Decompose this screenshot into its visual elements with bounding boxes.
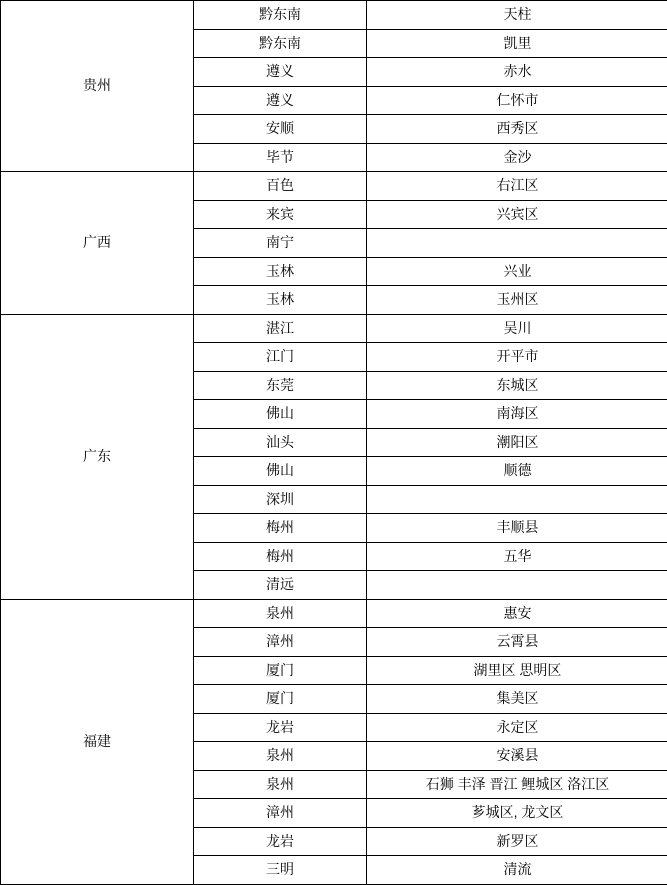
- city-cell: 遵义: [194, 58, 367, 87]
- district-cell: 丰顺县: [367, 514, 667, 543]
- city-cell: 三明: [194, 856, 367, 885]
- city-cell: 东莞: [194, 371, 367, 400]
- district-cell: 仁怀市: [367, 86, 667, 115]
- district-cell: 天柱: [367, 1, 667, 30]
- city-cell: 佛山: [194, 457, 367, 486]
- district-cell: [367, 571, 667, 600]
- district-cell: 兴宾区: [367, 200, 667, 229]
- city-cell: 漳州: [194, 628, 367, 657]
- district-cell: [367, 485, 667, 514]
- city-cell: 玉林: [194, 257, 367, 286]
- district-cell: 永定区: [367, 713, 667, 742]
- district-cell: 湖里区 思明区: [367, 656, 667, 685]
- table-row: [1, 1, 667, 30]
- city-cell: 泉州: [194, 599, 367, 628]
- city-cell: 毕节: [194, 143, 367, 172]
- district-cell: 凯里: [367, 29, 667, 58]
- city-cell: 汕头: [194, 428, 367, 457]
- city-cell: 江门: [194, 343, 367, 372]
- district-cell: 安溪县: [367, 742, 667, 771]
- table-row: [1, 599, 667, 628]
- district-cell: 兴业: [367, 257, 667, 286]
- district-cell: 南海区: [367, 400, 667, 429]
- province-cell: 福建: [1, 599, 194, 884]
- district-cell: 惠安: [367, 599, 667, 628]
- table-row: [1, 314, 667, 343]
- district-cell: 潮阳区: [367, 428, 667, 457]
- city-cell: 南宁: [194, 229, 367, 258]
- province-cell: 广东: [1, 314, 194, 599]
- district-cell: 西秀区: [367, 115, 667, 144]
- city-cell: 黔东南: [194, 29, 367, 58]
- city-cell: 来宾: [194, 200, 367, 229]
- district-cell: 芗城区, 龙文区: [367, 799, 667, 828]
- city-cell: 泉州: [194, 742, 367, 771]
- city-cell: 梅州: [194, 514, 367, 543]
- city-cell: 百色: [194, 172, 367, 201]
- table-row: [1, 172, 667, 201]
- province-cell: 广西: [1, 172, 194, 315]
- district-cell: 清流: [367, 856, 667, 885]
- district-cell: 玉州区: [367, 286, 667, 315]
- district-cell: 顺德: [367, 457, 667, 486]
- district-cell: 五华: [367, 542, 667, 571]
- district-cell: 赤水: [367, 58, 667, 87]
- city-cell: 清远: [194, 571, 367, 600]
- district-cell: 云霄县: [367, 628, 667, 657]
- city-cell: 湛江: [194, 314, 367, 343]
- district-cell: 集美区: [367, 685, 667, 714]
- city-cell: 漳州: [194, 799, 367, 828]
- city-cell: 厦门: [194, 685, 367, 714]
- table-body: [1, 1, 667, 885]
- district-cell: 石狮 丰泽 晋江 鲤城区 洛江区: [367, 770, 667, 799]
- district-cell: 右江区: [367, 172, 667, 201]
- city-cell: 龙岩: [194, 827, 367, 856]
- district-cell: [367, 229, 667, 258]
- city-cell: 梅州: [194, 542, 367, 571]
- district-cell: 吴川: [367, 314, 667, 343]
- city-cell: 龙岩: [194, 713, 367, 742]
- city-cell: 玉林: [194, 286, 367, 315]
- province-cell: 贵州: [1, 1, 194, 172]
- city-cell: 深圳: [194, 485, 367, 514]
- district-cell: 东城区: [367, 371, 667, 400]
- city-cell: 遵义: [194, 86, 367, 115]
- district-cell: 金沙: [367, 143, 667, 172]
- district-cell: 新罗区: [367, 827, 667, 856]
- city-cell: 泉州: [194, 770, 367, 799]
- district-cell: 开平市: [367, 343, 667, 372]
- city-cell: 厦门: [194, 656, 367, 685]
- city-cell: 安顺: [194, 115, 367, 144]
- city-cell: 佛山: [194, 400, 367, 429]
- city-cell: 黔东南: [194, 1, 367, 30]
